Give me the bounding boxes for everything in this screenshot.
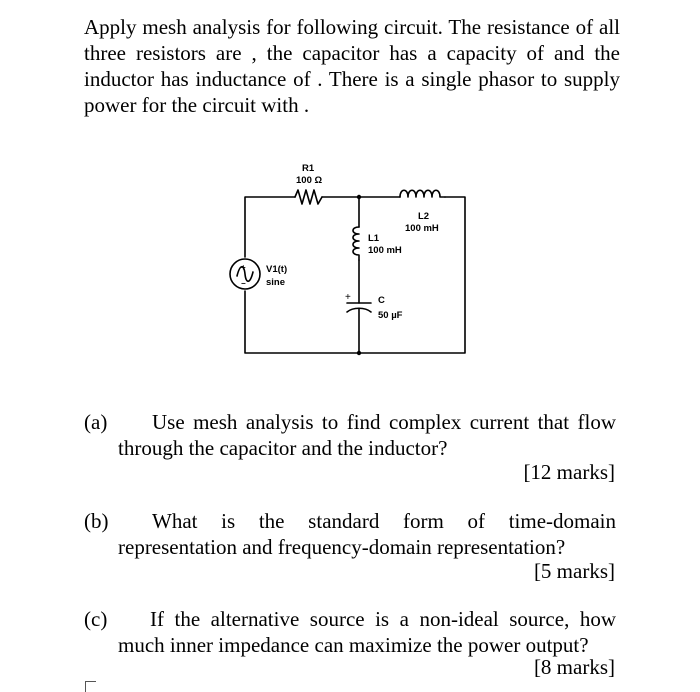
r1-value: 100 Ω bbox=[296, 175, 323, 186]
question-a-text: Use mesh analysis to find complex current that flow through the capacitor and the inductor? bbox=[118, 410, 616, 460]
question-c-marks: [8 marks] bbox=[533, 655, 615, 679]
problem-statement: Apply mesh analysis for following circuit. The resistance of all three resistors are , the capacitor has a capacity of and the inductor has inductance of . There is a single phasor to supply power for the circuit with . bbox=[84, 15, 620, 117]
question-a-marks: [12 marks] bbox=[523, 460, 615, 484]
wire-left-top bbox=[245, 197, 295, 257]
source-minus: − bbox=[241, 279, 246, 288]
l1-value: 100 mH bbox=[368, 245, 402, 256]
c-name: C bbox=[378, 295, 385, 306]
source-name: V1(t) bbox=[266, 264, 288, 275]
question-b-label: (b) bbox=[84, 509, 109, 533]
page-corner-mark bbox=[85, 681, 96, 692]
question-c-label: (c) bbox=[84, 607, 108, 631]
cap-plus: + bbox=[345, 292, 351, 303]
l2-value: 100 mH bbox=[405, 223, 439, 234]
junction-bottom bbox=[357, 351, 361, 355]
l2-name: L2 bbox=[418, 211, 430, 222]
source-plus: + bbox=[241, 263, 246, 272]
r1-resistor bbox=[295, 190, 322, 204]
source-type: sine bbox=[266, 277, 286, 288]
question-a-label: (a) bbox=[84, 410, 108, 434]
junction-top bbox=[357, 195, 361, 199]
question-c-text: If the alternative source is a non-ideal source, how much inner impedance can maximize the power output? bbox=[118, 607, 616, 657]
l1-inductor bbox=[353, 227, 359, 260]
l1-name: L1 bbox=[368, 233, 380, 244]
question-b-text: What is the standard form of time-domain representation and frequency-domain representation? bbox=[118, 509, 616, 559]
wire-left-bottom bbox=[245, 197, 465, 353]
question-b-marks: [5 marks] bbox=[533, 559, 615, 583]
r1-name: R1 bbox=[302, 163, 315, 174]
c-value: 50 µF bbox=[378, 310, 403, 321]
l2-inductor bbox=[400, 190, 445, 197]
